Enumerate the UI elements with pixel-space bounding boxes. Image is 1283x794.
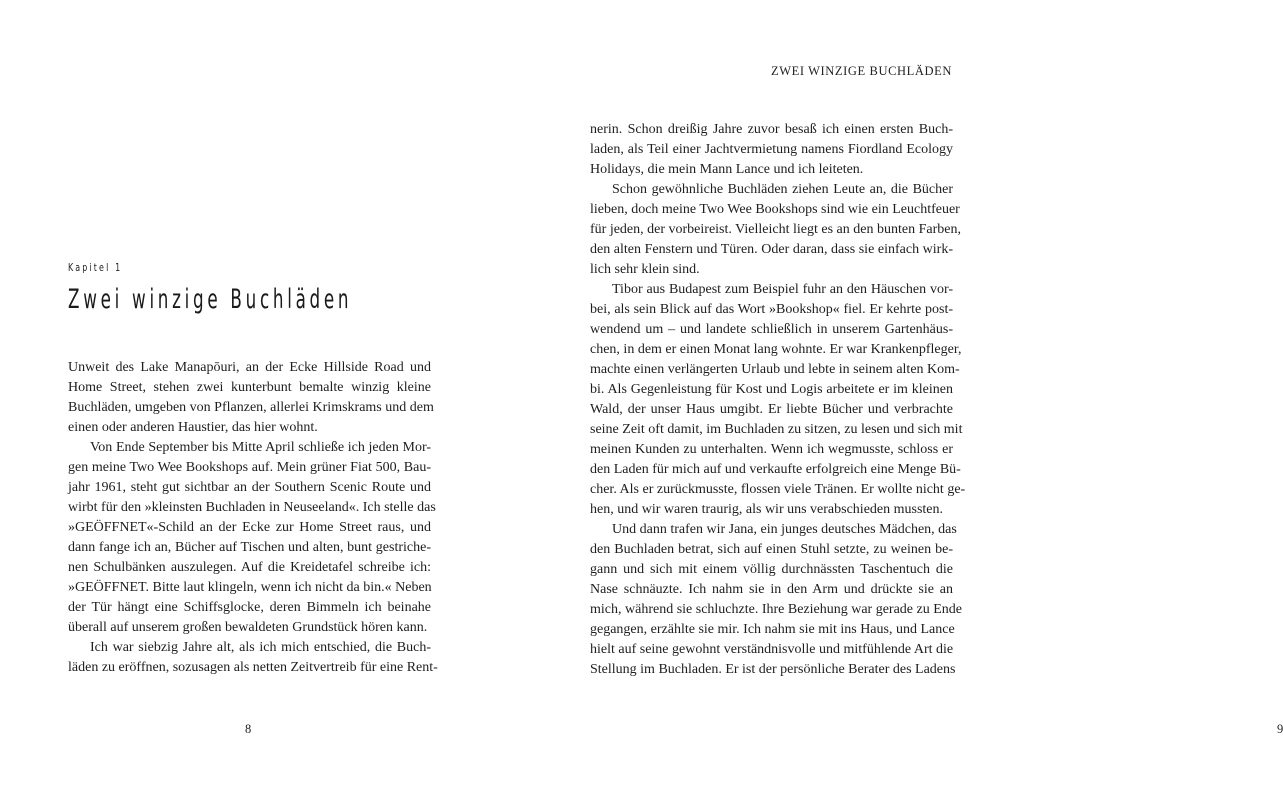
text-line: Home Street, stehen zwei kunterbunt bemalte winzig kleine <box>68 380 431 395</box>
chapter-title: Zwei winzige Buchläden <box>68 284 353 315</box>
left-body-text <box>68 358 438 678</box>
text-line: Buchläden, umgeben von Pflanzen, allerlei Krimskrams und dem <box>68 400 434 415</box>
right-body-text <box>590 120 966 680</box>
text-line: Wald, der unser Haus umgibt. Er liebte Bücher und verbrachte <box>590 402 953 417</box>
text-line: machte einen verlängerten Urlaub und lebte in seinem alten Kom- <box>590 362 960 377</box>
text-line: »GEÖFFNET«-Schild an der Ecke zur Home Street raus, und <box>68 520 431 535</box>
text-line: bi. Als Gegenleistung für Kost und Logis arbeitete er im kleinen <box>590 382 953 397</box>
text-line: dann fange ich an, Bücher auf Tischen und alten, bunt gestriche- <box>68 540 431 555</box>
text-line: laden, als Teil einer Jachtvermietung namens Fiordland Ecology <box>590 142 953 157</box>
text-line: seine Zeit oft damit, im Buchladen zu sitzen, zu lesen und sich mit <box>590 422 963 437</box>
text-line: nerin. Schon dreißig Jahre zuvor besaß ich einen ersten Buch- <box>590 122 953 137</box>
text-line: den Laden für mich auf und verkaufte erfolgreich eine Menge Bü- <box>590 462 961 477</box>
chapter-label: Kapitel 1 <box>68 261 123 274</box>
running-head: ZWEI WINZIGE BUCHLÄDEN <box>771 64 952 78</box>
text-line: chen, in dem er einen Monat lang wohnte. Er war Krankenpfleger, <box>590 342 962 357</box>
page-number-right: 9 <box>1277 722 1283 736</box>
text-line: hen, und wir waren traurig, als wir uns verabschieden mussten. <box>590 502 944 517</box>
page-number-left: 8 <box>245 722 252 736</box>
text-line: einen oder anderen Haustier, das hier wohnt. <box>68 420 318 435</box>
text-line: den Buchladen betrat, sich auf einen Stuhl setzte, zu weinen be- <box>590 542 953 557</box>
text-line: cher. Als er zurückmusste, flossen viele Tränen. Er wollte nicht ge- <box>590 482 966 497</box>
text-line: den alten Fenstern und Türen. Oder daran, dass sie einfach wirk- <box>590 242 953 257</box>
text-line: »GEÖFFNET. Bitte laut klingeln, wenn ich nicht da bin.« Neben <box>68 580 432 595</box>
text-line: lich sehr klein sind. <box>590 262 700 277</box>
text-line: läden zu eröffnen, sozusagen als netten Zeitvertreib für eine Rent- <box>68 660 438 675</box>
text-line: der Tür hängt eine Schiffsglocke, deren Bimmeln ich beinahe <box>68 600 431 615</box>
text-line: gann und sich mit einem völlig durchnässten Taschentuch die <box>590 562 953 577</box>
text-line: jahr 1961, steht gut sichtbar an der Southern Scenic Route und <box>68 480 431 495</box>
text-line: Holidays, die mein Mann Lance und ich leiteten. <box>590 162 864 177</box>
text-line: lieben, doch meine Two Wee Bookshops sind wie ein Leuchtfeuer <box>590 202 960 217</box>
text-line: meinen Kunden zu unterhalten. Wenn ich wegmusste, schloss er <box>590 442 953 457</box>
text-line: nen Schulbänken auszulegen. Auf die Kreidetafel schreibe ich: <box>68 560 431 575</box>
text-line: Schon gewöhnliche Buchläden ziehen Leute an, die Bücher <box>612 182 953 197</box>
text-line: Tibor aus Budapest zum Beispiel fuhr an den Häuschen vor- <box>612 282 953 297</box>
text-line: wirbt für den »kleinsten Buchladen in Neuseeland«. Ich stelle das <box>68 500 436 515</box>
text-line: wendend um – und landete schließlich in unserem Gartenhäus- <box>590 322 953 337</box>
text-line: bei, als sein Blick auf das Wort »Bookshop« fiel. Er kehrte post- <box>590 302 953 317</box>
text-line: Von Ende September bis Mitte April schließe ich jeden Mor- <box>90 440 431 455</box>
text-line: Und dann trafen wir Jana, ein junges deutsches Mädchen, das <box>612 522 957 537</box>
text-line: überall auf unserem großen bewaldeten Grundstück hören kann. <box>68 620 428 635</box>
text-line: hielt auf seine gewohnt verständnisvolle und mitfühlende Art die <box>590 642 954 657</box>
text-line: mich, während sie schluchzte. Ihre Beziehung war gerade zu Ende <box>590 602 963 617</box>
text-line: Ich war siebzig Jahre alt, als ich mich entschied, die Buch- <box>90 640 431 655</box>
text-line: Nase schnäuzte. Ich nahm sie in den Arm und drückte sie an <box>590 582 953 597</box>
text-line: Unweit des Lake Manapōuri, an der Ecke Hillside Road und <box>68 360 431 375</box>
text-line: gegangen, erzählte sie mir. Ich nahm sie mit ins Haus, und Lance <box>590 622 955 637</box>
text-line: gen meine Two Wee Bookshops auf. Mein grüner Fiat 500, Bau- <box>68 460 431 475</box>
text-line: für jeden, der vorbeireist. Vielleicht liegt es an den bunten Farben, <box>590 222 961 237</box>
text-line: Stellung im Buchladen. Er ist der persönliche Berater des Ladens <box>590 662 956 677</box>
